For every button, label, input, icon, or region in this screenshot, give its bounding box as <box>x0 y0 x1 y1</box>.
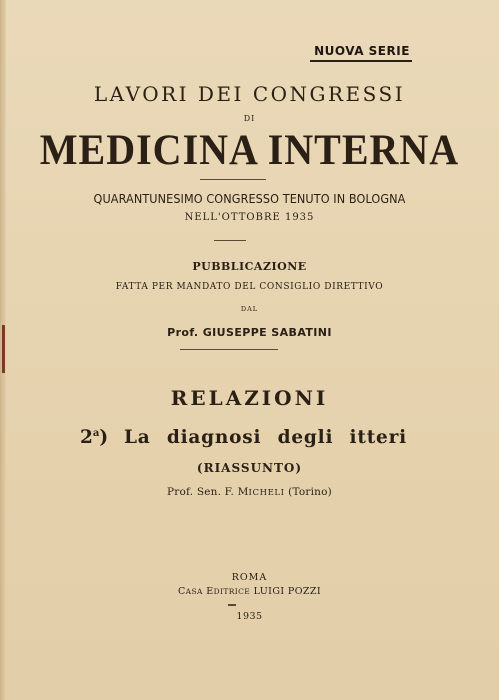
publisher-city: ROMA <box>231 572 268 583</box>
dal-label: DAL <box>240 305 259 313</box>
heading-di: DI <box>243 114 256 123</box>
heading-line-1: LAVORI DEI CONGRESSI <box>93 82 406 106</box>
divider-rule-1 <box>200 179 266 180</box>
report-title: La diagnosi degli itteri <box>124 427 407 448</box>
report-number: 2$^a$) <box>80 427 109 448</box>
editor-name: Prof. GIUSEPPE SABATINI <box>167 326 332 339</box>
report-subtitle: (RIASSUNTO) <box>196 461 303 475</box>
publication-label: PUBBLICAZIONE <box>192 260 307 273</box>
congress-line: QUARANTUNESIMO CONGRESSO TENUTO IN BOLOGNA <box>93 191 406 206</box>
publication-year: 1935 <box>236 611 263 622</box>
publication-note: FATTA PER MANDATO DEL CONSIGLIO DIRETTIVO <box>115 282 384 292</box>
divider-rule-4 <box>228 604 236 606</box>
series-label: NUOVA SERIE <box>314 44 410 58</box>
series-underline <box>310 60 412 62</box>
report-author: Prof. Sen. F. MICHELI (Torino) <box>167 486 332 498</box>
divider-rule-2 <box>214 240 246 241</box>
divider-rule-3 <box>180 349 278 350</box>
congress-date: NELL'OTTOBRE 1935 <box>184 212 315 223</box>
main-title: MEDICINA INTERNA <box>39 125 460 174</box>
section-title: RELAZIONI <box>170 386 329 410</box>
publisher-name: CASA EDITRICE LUIGI POZZI <box>177 586 322 597</box>
